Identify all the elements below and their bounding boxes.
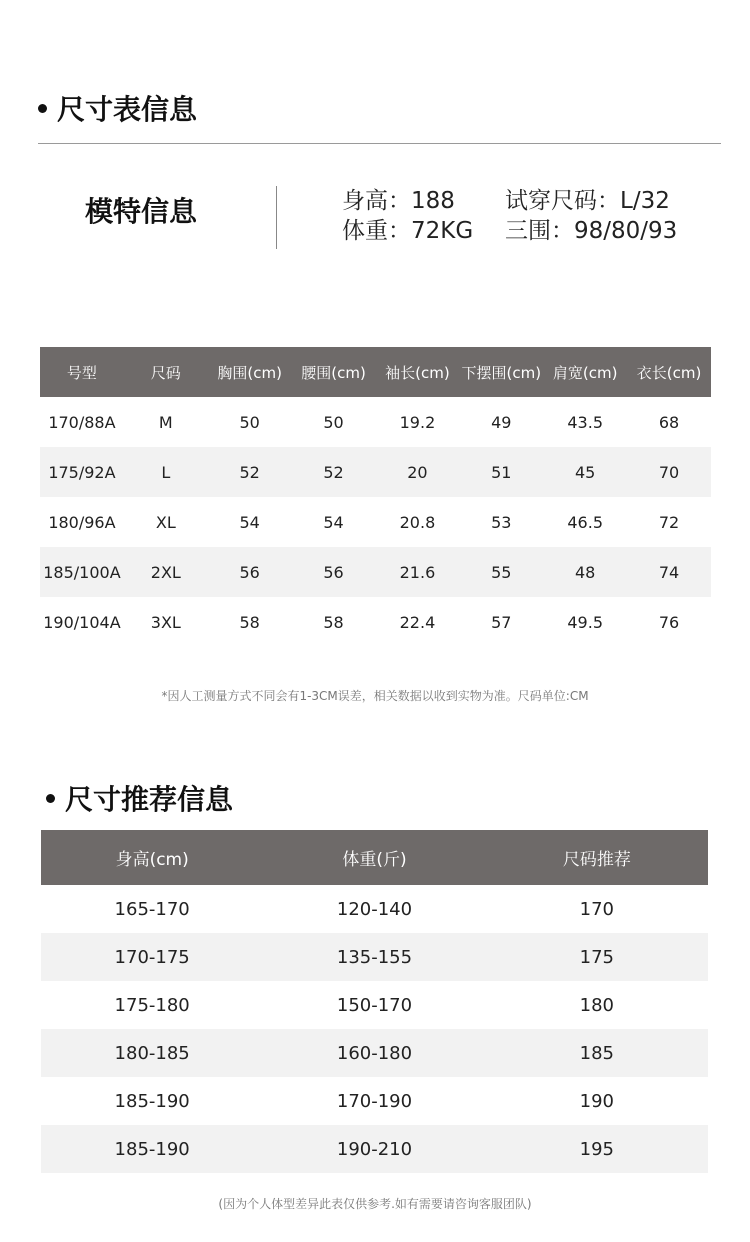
table-row xyxy=(41,1125,708,1173)
table-cell: 185 xyxy=(486,1029,708,1077)
table-cell: 52 xyxy=(292,447,376,497)
table-cell: 70 xyxy=(627,447,711,497)
table-cell: 165-170 xyxy=(114,898,190,920)
table-cell: 58 xyxy=(239,612,260,632)
model-weight: 体重：72KG xyxy=(342,218,474,244)
table-cell: 55 xyxy=(459,547,543,597)
table-cell: 54 xyxy=(323,512,344,532)
table-row xyxy=(41,1029,708,1077)
table-cell: 72 xyxy=(658,512,680,532)
table-cell: 57 xyxy=(491,612,512,632)
table-cell: 190/104A xyxy=(43,612,121,632)
model-try-size: 试穿尺码：L/32 xyxy=(505,188,670,214)
rec-table-header-row xyxy=(41,830,708,885)
size-header-cell: 腰围(cm) xyxy=(292,347,376,397)
table-cell: 50 xyxy=(323,412,344,432)
table-row xyxy=(41,933,708,981)
table-cell: 20 xyxy=(376,447,460,497)
table-cell: 46.5 xyxy=(567,512,603,532)
table-cell: 56 xyxy=(208,547,292,597)
size-header-cell: 胸围(cm) xyxy=(208,347,292,397)
table-cell: 170-190 xyxy=(336,1090,413,1112)
table-cell: 180-185 xyxy=(41,1029,263,1077)
rec-section-title-text: 尺寸推荐信息 xyxy=(65,783,234,816)
size-table-note: *因人工测量方式不同会有1-3CM误差，相关数据以收到实物为准。尺码单位:CM xyxy=(161,689,589,703)
table-cell: 180 xyxy=(579,994,614,1016)
size-header-cell: 号型 xyxy=(40,347,124,397)
table-cell: 56 xyxy=(292,547,376,597)
size-table-header-row xyxy=(40,347,711,397)
table-cell: L xyxy=(124,447,208,497)
table-row xyxy=(41,885,708,933)
table-cell: 3XL xyxy=(150,612,181,632)
table-cell: 190 xyxy=(579,1090,614,1112)
table-cell: M xyxy=(158,412,173,432)
table-cell: 68 xyxy=(658,412,680,432)
table-cell: 74 xyxy=(627,547,711,597)
table-row xyxy=(40,497,711,547)
table-cell: 21.6 xyxy=(376,547,460,597)
size-header-cell: 下摆围(cm) xyxy=(459,347,543,397)
table-cell: 51 xyxy=(459,447,543,497)
model-info-divider xyxy=(276,186,277,249)
table-cell: 49.5 xyxy=(567,612,603,632)
table-cell: 54 xyxy=(239,512,260,532)
table-row xyxy=(41,1077,708,1125)
table-cell: XL xyxy=(155,512,176,532)
size-section-title xyxy=(38,88,197,128)
rec-header-cell: 身高(cm) xyxy=(41,830,263,885)
table-row xyxy=(40,597,711,647)
table-cell: 170-175 xyxy=(41,933,263,981)
table-cell: 160-180 xyxy=(263,1029,485,1077)
table-cell: 170/88A xyxy=(48,412,116,432)
table-cell: 49 xyxy=(491,412,512,432)
table-cell: 175/92A xyxy=(40,447,124,497)
table-cell: 195 xyxy=(486,1125,708,1173)
section-divider xyxy=(38,143,721,144)
table-cell: 185/100A xyxy=(40,547,124,597)
table-cell: 170 xyxy=(579,898,614,920)
size-header-cell: 袖长(cm) xyxy=(376,347,460,397)
model-measurements: 三围：98/80/93 xyxy=(505,218,678,244)
table-cell: 2XL xyxy=(124,547,208,597)
table-cell: 43.5 xyxy=(567,412,603,432)
table-cell: 76 xyxy=(658,612,680,632)
table-row xyxy=(41,981,708,1029)
table-cell: 22.4 xyxy=(399,612,436,632)
table-cell: 45 xyxy=(543,447,627,497)
size-header-cell: 衣长(cm) xyxy=(627,347,711,397)
table-cell: 20.8 xyxy=(399,512,436,532)
table-cell: 190-210 xyxy=(263,1125,485,1173)
table-cell: 53 xyxy=(491,512,512,532)
table-cell: 185-190 xyxy=(41,1125,263,1173)
model-height: 身高：188 xyxy=(342,188,455,214)
table-cell: 50 xyxy=(239,412,260,432)
table-cell: 185-190 xyxy=(114,1090,190,1112)
size-header-cell: 尺码 xyxy=(124,347,208,397)
rec-header-cell: 尺码推荐 xyxy=(486,830,708,885)
size-table xyxy=(40,347,711,647)
rec-table-note: (因为个人体型差异此表仅供参考.如有需要请咨询客服团队) xyxy=(218,1197,532,1211)
table-cell: 58 xyxy=(323,612,344,632)
recommendation-table xyxy=(41,830,708,1173)
size-header-cell: 肩宽(cm) xyxy=(543,347,627,397)
table-cell: 19.2 xyxy=(399,412,436,432)
table-cell: 175-180 xyxy=(114,994,190,1016)
table-row xyxy=(40,397,711,447)
table-cell: 150-170 xyxy=(336,994,413,1016)
bullet-dot-icon xyxy=(38,104,47,113)
table-cell: 135-155 xyxy=(263,933,485,981)
bullet-dot-icon xyxy=(46,794,55,803)
table-cell: 52 xyxy=(208,447,292,497)
table-cell: 180/96A xyxy=(48,512,116,532)
size-section-title-text: 尺寸表信息 xyxy=(57,93,198,126)
rec-section-title xyxy=(46,778,233,818)
table-cell: 120-140 xyxy=(336,898,413,920)
table-row xyxy=(40,447,711,497)
table-row xyxy=(40,547,711,597)
table-cell: 48 xyxy=(543,547,627,597)
model-info-label: 模特信息 xyxy=(85,195,198,228)
table-cell: 175 xyxy=(486,933,708,981)
rec-header-cell: 体重(斤) xyxy=(263,830,485,885)
